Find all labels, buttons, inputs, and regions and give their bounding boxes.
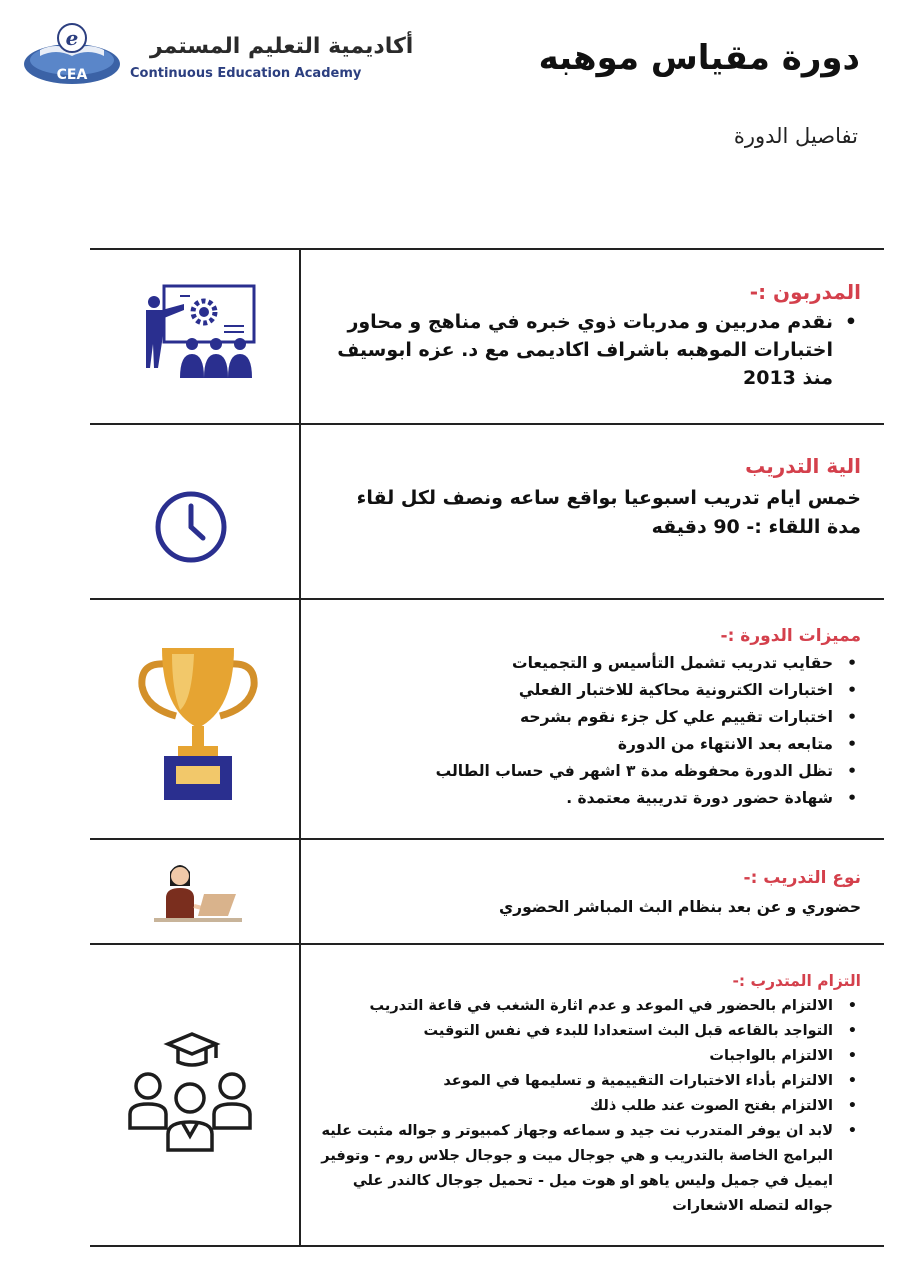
- list-item: • نقدم مدربين و مدربات ذوي خبره في مناهج و محاور اختبارات الموهبه باشراف اكاديمى مع د. عزه ابوسيف منذ 2013: [316, 308, 833, 392]
- list-item: • تظل الدورة محفوظه مدة ٣ اشهر في حساب الطالب: [316, 758, 833, 785]
- table-divider: [90, 838, 884, 840]
- logo-arabic-name: أكاديمية التعليم المستمر: [150, 34, 414, 59]
- trophy-icon: [136, 640, 260, 802]
- page-title: دورة مقياس موهبه: [538, 38, 860, 78]
- features-section: [316, 626, 861, 812]
- logo-badge-text: CEA: [56, 67, 88, 83]
- table-column-divider: [299, 249, 301, 1247]
- list-item: • التواجد بالقاعه قبل البث استعدادا للبدء في نفس التوقيت: [316, 1019, 833, 1044]
- table-divider: [90, 598, 884, 600]
- section-heading: الية التدريب: [745, 454, 861, 478]
- trainer-presentation-icon: [140, 282, 258, 382]
- page-subtitle: تفاصيل الدورة: [733, 124, 858, 148]
- table-divider: [90, 248, 884, 250]
- section-heading: المدربون :-: [749, 280, 861, 304]
- list-item: • الالتزام بفتح الصوت عند طلب ذلك: [316, 1094, 833, 1119]
- cea-badge-icon: [22, 20, 122, 86]
- list-item: • حقايب تدريب تشمل التأسيس و التجميعات: [316, 650, 833, 677]
- table-divider: [90, 943, 884, 945]
- section-text: حضوري و عن بعد بنظام البث المباشر الحضوري: [498, 898, 861, 916]
- table-divider: [90, 1245, 884, 1247]
- logo-english-name: Continuous Education Academy: [130, 66, 362, 81]
- academy-logo: [22, 20, 414, 90]
- list-item: • الالتزام بالواجبات: [316, 1044, 833, 1069]
- svg-text:e: e: [65, 26, 79, 50]
- clock-icon: [154, 490, 228, 564]
- session-duration: مدة اللقاء :- 90 دقيقه: [651, 516, 861, 538]
- graduates-icon: [124, 1030, 256, 1154]
- section-heading: مميزات الدورة :-: [720, 626, 861, 646]
- list-item: • اختبارات تقييم علي كل جزء نقوم بشرحه: [316, 704, 833, 731]
- list-item: • متابعه بعد الانتهاء من الدورة: [316, 731, 833, 758]
- list-item: • الالتزام بأداء الاختبارات التقييمية و تسليمها في الموعد: [316, 1069, 833, 1094]
- list-item: • اختبارات الكترونية محاكية للاختبار الفعلي: [316, 677, 833, 704]
- list-item: • لابد ان يوفر المتدرب نت جيد و سماعه وجهاز كمبيوتر و جواله مثبت عليه البرامج الخاصة بالتدريب و هي جوجال ميت و جوجال جلاس روم - وتوفير ايميل في جميل وليس ياهو او هوت ميل - تحميل جوجال كالندر علي جواله لتصله الاشعارات: [316, 1119, 833, 1219]
- section-heading: نوع التدريب :-: [743, 868, 861, 888]
- list-item: • الالتزام بالحضور في الموعد و عدم اثارة الشغب في قاعة التدريب: [316, 994, 833, 1019]
- training-type-section: [316, 868, 861, 920]
- trainers-section: [316, 280, 861, 392]
- section-heading: التزام المتدرب :-: [732, 972, 861, 990]
- section-text: خمس ايام تدريب اسبوعيا بواقع ساعه ونصف لكل لقاء: [356, 487, 861, 509]
- training-mechanism-section: [316, 454, 861, 542]
- commitment-section: [316, 972, 861, 1219]
- online-teacher-icon: [154, 858, 242, 924]
- list-item: • شهادة حضور دورة تدريبية معتمدة .: [316, 785, 833, 812]
- table-divider: [90, 423, 884, 425]
